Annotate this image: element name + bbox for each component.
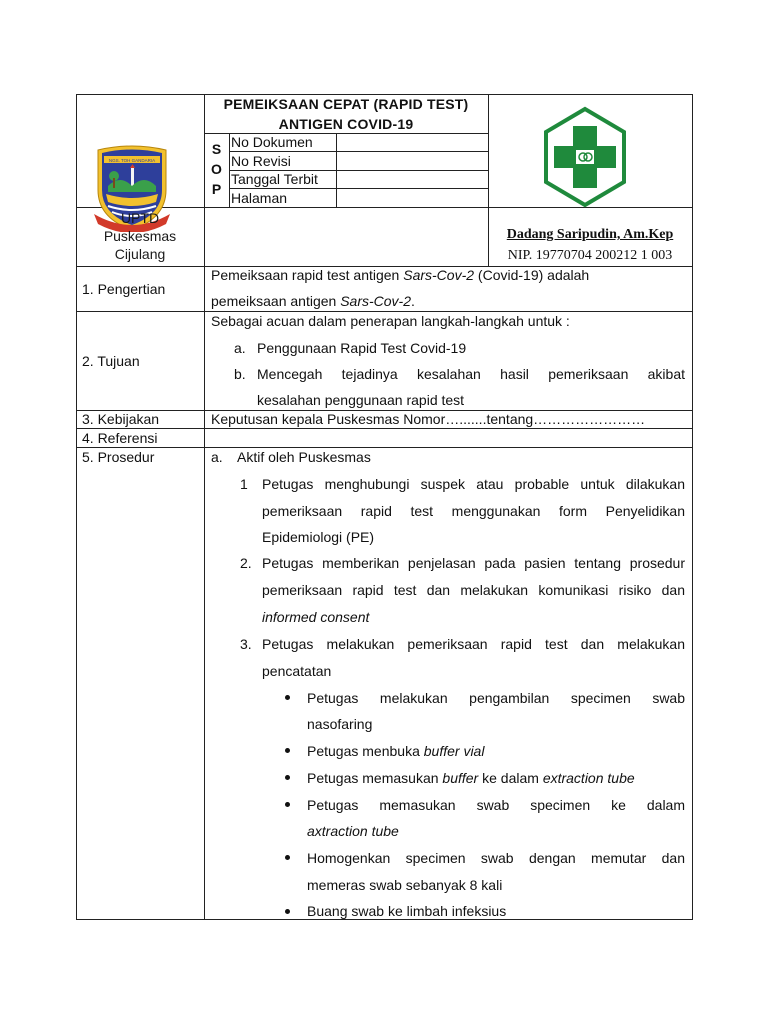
tujuan-item-b-line-1: Mencegah tejadinya kesalahan hasil pemeriksaan akibat xyxy=(257,366,685,382)
svg-text:NGS. TOH GANDARIA: NGS. TOH GANDARIA xyxy=(108,158,156,163)
bullet-3-text: Petugas memasukan buffer ke dalam extraction tube xyxy=(307,770,635,786)
puskesmas-logo xyxy=(542,106,628,208)
step-2-marker: 2. xyxy=(240,555,252,571)
row-line-4 xyxy=(76,447,693,448)
title-line-1: PEMEIKSAAN CEPAT (RAPID TEST) xyxy=(223,96,469,112)
label-tujuan: 2. Tujuan xyxy=(82,353,140,369)
pengertian-line-2: pemeiksaan antigen Sars-Cov-2. xyxy=(211,293,415,309)
bullet-1-line-2: nasofaring xyxy=(307,716,373,732)
bullet-1-line-1: Petugas melakukan pengambilan specimen swab xyxy=(307,690,685,706)
kebijakan-text: Keputusan kepala Puskesmas Nomor….......tentang…………………… xyxy=(211,411,646,427)
row-line-3 xyxy=(76,428,693,429)
prosedur-marker-a: a. xyxy=(211,449,223,465)
step-3-marker: 3. xyxy=(240,636,252,652)
bullet-6-text: Buang swab ke limbah infeksius xyxy=(307,903,507,919)
bullet-6-icon xyxy=(285,909,290,914)
signer-name: Dadang Saripudin, Am.Kep xyxy=(506,227,674,242)
tujuan-intro: Sebagai acuan dalam penerapan langkah-langkah untuk : xyxy=(211,313,570,329)
field-tanggal-terbit: Tanggal Terbit xyxy=(231,171,318,187)
bullet-4-line-2: axtraction tube xyxy=(307,823,399,839)
step-2-line-3: informed consent xyxy=(262,609,370,625)
title-line-2: ANTIGEN COVID-19 xyxy=(278,116,414,132)
bullet-1-icon xyxy=(285,695,290,700)
bullet-5-line-1: Homogenkan specimen swab dengan memutar dan xyxy=(307,850,685,866)
label-referensi: 4. Referensi xyxy=(82,430,158,446)
sop-label xyxy=(204,139,229,199)
sop-letter-s: S xyxy=(211,141,222,157)
label-kebijakan: 3. Kebijakan xyxy=(82,411,160,427)
pengertian-line-1: Pemeiksaan rapid test antigen Sars-Cov-2 (Covid-19) adalah xyxy=(211,267,590,283)
signer-nip: NIP. 19770704 200212 1 003 xyxy=(507,248,673,263)
column-divider xyxy=(204,94,205,920)
field-halaman: Halaman xyxy=(231,189,288,206)
org-line-uptd: UPTD xyxy=(120,210,160,226)
step-3-line-2: pencatatan xyxy=(262,663,332,679)
step-1-line-1: Petugas menghubungi suspek atau probable untuk dilakukan xyxy=(262,476,685,492)
bullet-3-icon xyxy=(285,775,290,780)
tujuan-item-b-line-2: kesalahan penggunaan rapid test xyxy=(257,392,465,408)
step-3-line-1: Petugas melakukan pemeriksaan rapid test dan melakukan xyxy=(262,636,685,652)
label-prosedur: 5. Prosedur xyxy=(82,449,155,465)
step-1-marker: 1 xyxy=(240,476,248,492)
tujuan-marker-a: a. xyxy=(234,340,246,356)
org-line-cijulang: Cijulang xyxy=(114,246,166,262)
org-line-puskesmas: Puskesmas xyxy=(103,228,177,244)
step-2-line-2: pemeriksaan rapid test dan melakukan komunikasi risiko dan xyxy=(262,582,685,598)
bullet-2-text: Petugas menbuka buffer vial xyxy=(307,743,485,759)
bullet-4-icon xyxy=(285,802,290,807)
tujuan-marker-b: b. xyxy=(234,366,246,382)
sop-letter-o: O xyxy=(211,161,222,177)
field-no-dokumen: No Dokumen xyxy=(231,134,313,150)
tujuan-item-a: Penggunaan Rapid Test Covid-19 xyxy=(257,340,467,356)
table-border-right xyxy=(692,94,693,920)
document-title xyxy=(204,94,488,134)
prosedur-item-a: Aktif oleh Puskesmas xyxy=(237,449,371,465)
label-pengertian: 1. Pengertian xyxy=(82,281,166,297)
sop-letter-p: P xyxy=(211,181,222,197)
field-no-revisi: No Revisi xyxy=(231,152,291,169)
org-name xyxy=(76,209,204,263)
bullet-5-icon xyxy=(285,855,290,860)
step-2-line-1: Petugas memberikan penjelasan pada pasien tentang prosedur xyxy=(262,555,685,571)
step-1-line-3: Epidemiologi (PE) xyxy=(262,529,375,545)
step-1-line-2: pemeriksaan rapid test menggunakan form Penyelidikan xyxy=(262,503,685,519)
bullet-2-icon xyxy=(285,748,290,753)
bullet-4-line-1: Petugas memasukan swab specimen ke dalam xyxy=(307,797,685,813)
pengertian-text xyxy=(211,266,685,310)
bullet-5-line-2: memeras swab sebanyak 8 kali xyxy=(307,877,503,893)
document-fields xyxy=(231,133,318,207)
